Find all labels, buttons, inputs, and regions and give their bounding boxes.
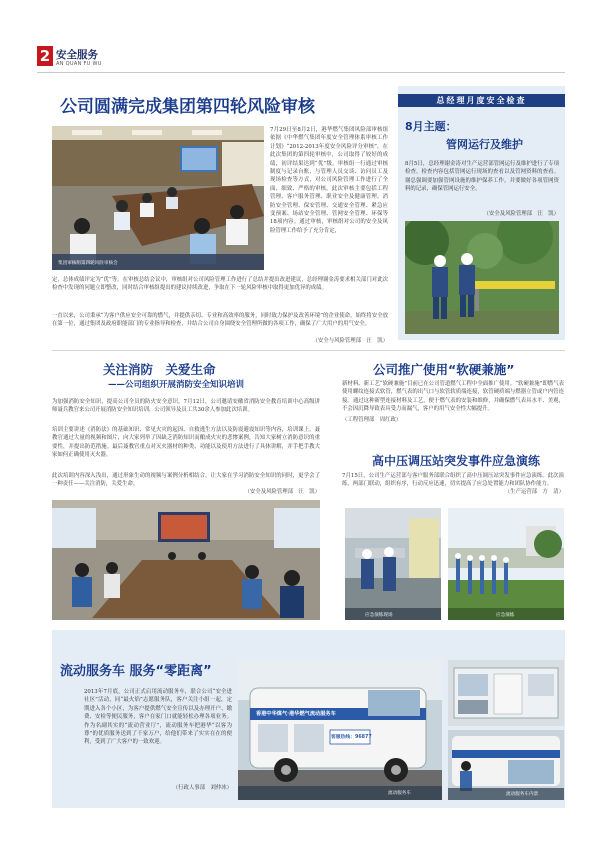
pipeline-inspection-illustration xyxy=(405,221,559,334)
article1-author: （安全与风险管理部 汪 凯） xyxy=(312,338,388,344)
sidebar-tag: 总经理月度安全检查 xyxy=(398,94,565,107)
van-interior-photo-2 xyxy=(448,730,564,800)
service-van-caption: 流动服务车 xyxy=(388,791,411,796)
van-hotline: 客服热线：96877 xyxy=(331,735,372,740)
training-photo xyxy=(52,500,320,620)
article1-continuation: 定，总体成绩评定为“优”等。在审核总结会议中，审核组对公司风险管理工作进行了总结并提出改进建议，总经理谢金涛要求相关部门对此次检查中发现的问题立即整改，同时结合审核组提出的建议持续改进，争取在下一轮风险审核中取得更加优异的成绩。 xyxy=(52,277,388,292)
article2-text3: 此次培训内容深入浅出，通过形象生动的视频与案例分析相结合，让大家在学习消防安全知识的同时，更学会了一种责任——关注消防，关爱生命。 xyxy=(52,473,320,488)
van-interior-2-illustration xyxy=(448,730,564,800)
article2-title: 关注消防 关爱生命 xyxy=(103,362,216,377)
meeting-photo xyxy=(52,126,264,270)
sidebar-text: 8月5日，总经理谢金涛对生产运营部管网运行及维护进行了专项检查。检查内容包括管网运行现场的查看以及管网资料的查看。谢总强调要加强管网设施的维护保养工作，并要做好各项管网资料的记录，确保管网运行安全。 xyxy=(405,161,559,193)
article4-title: 高中压调压站突发事件应急演练 xyxy=(372,454,541,468)
header-divider xyxy=(37,72,565,73)
van-interior-photo-1 xyxy=(448,660,564,726)
article1-title: 公司圆满完成集团第四轮风险审核 xyxy=(60,97,315,117)
van-side-text: 香港中华煤气·港华燃气流动服务车 xyxy=(256,711,336,717)
sidebar-month-theme: 8月主题： xyxy=(405,120,457,133)
article4-author: （生产运营部 方 清） xyxy=(504,489,564,495)
sidebar-author: （安全及风险管理部 汪 凯） xyxy=(483,211,559,217)
service-van-illustration xyxy=(238,660,442,800)
drill-photo-2-illustration xyxy=(448,508,564,620)
drill-photo-1 xyxy=(345,508,441,620)
section-title: 安全服务 xyxy=(56,49,98,61)
article1-right-text: 7月29日至8月2日，港华燃气集团风险部审核组依据《中华燃气集团年度安全管理体系审核工作计划》“2012-2013年度安全风险评分审核”，在此次集团的第四轮审核中，公司取得了较好的成绩，初评结果达到“优”级。审核组一行通过审核制度与记录台账、与管理人员交谈、访问员工及现场检查等方式，对公司风险管理工作进行了全面、细致、严格的审核。此次审核主要包括工程管理、客户服务管理、职业安全及健康管理、消防安全管理、保安管理、交通安全管理、紧急应变预案、场站安全管理、管网安全管理、环保等18项内容。通过审核，审核组对公司的安全及风险管理工作给予了充分肯定， xyxy=(270,127,388,234)
article3-author: （工程管理部 周红政） xyxy=(342,417,402,423)
meeting-photo-caption: 集团审核组第四轮风险审核会 xyxy=(58,261,118,266)
page-number: 2 xyxy=(37,46,53,66)
service-van-photo xyxy=(238,660,442,800)
divider xyxy=(52,350,565,351)
training-photo-illustration xyxy=(52,500,320,620)
meeting-photo-illustration xyxy=(52,126,264,270)
article2-text2: 培训主要讲述《消防法》的基础知识、常见火灾的起因、自救逃生方法以及防震避震知识等内容，培训课上，聂教官通过大量的视频和图片，向大家列举了因缺乏消防知识而酿成火灾的悲惨案例，告知大家树立消防意识的重要性，并提出防范措施。最后聂教官重点对灭火器材的种类、功能以及使用方法进行了具体讲解，并手把手教大家如何正确使用灭火器。 xyxy=(52,427,320,459)
drill-photo-2 xyxy=(448,508,564,620)
van-interior-1-illustration xyxy=(448,660,564,726)
article3-title: 公司推广使用“软硬兼施” xyxy=(373,362,515,377)
pipeline-inspection-photo xyxy=(405,221,559,334)
drill-photo-2-caption: 应急演练 xyxy=(496,613,515,618)
drill-photo-1-illustration xyxy=(345,508,441,620)
article3-text: 新材料、新工艺“软硬兼施”目前已在公司管道燃气工程中全面推广使用。“软硬兼施”即燃气表使用螺纹连接式软管，燃气表的出气口与软管软质端连接，软管硬质端与燃器立管或户内管连接。通过这种新型连接材料及工艺，便于燃气表的安装和维修，并确保燃气表具水平、美观，不会因沉降导致表具受力而漏气，客户的用气安全性大幅提升。 xyxy=(342,381,564,413)
drill-photo-1-caption: 应急演练现场 xyxy=(365,613,393,618)
sidebar-theme-title: 管网运行及维护 xyxy=(446,138,523,151)
section-pinyin: AN QUAN FU WU xyxy=(56,61,102,67)
article2-author: （安全及风险管理部 汪 凯） xyxy=(244,489,320,495)
article1-paragraph2: 一直以来，公司秉承“为客户供应安全可靠的燃气，并提供亲切、专业和高效率的服务，同时致力保护及改善环境”的企业使命，始终将安全放在第一位，通过集团及政府职能部门的专业指导和检查，并结合公司自身围绕安全管理所做的各项工作，确保了广大用户的用气安全。 xyxy=(52,313,388,328)
article2-text1: 为加强消防安全知识，提高公司全员的防火安全意识，7月12日，公司邀请安徽省消防安全教育培训中心高级讲师聂兵教官来公司开展消防安全知识培训，公司领导及员工共30余人参加此次培训。 xyxy=(52,399,320,414)
van-interior-caption: 流动服务车内景 xyxy=(506,792,539,797)
article5-text: 2013年7月底，公司正式启用流动服务车，联合公司“安全进社区”活动，同“最火焰”志愿服务队，客户关注小组一起，定期进入各个小区，为客户提供燃气安全宣传以及办理开户、缴费、安检等便民服务，客户在家门口就能轻松办理各项业务。作为名副其实的“流动营业厅”，流动服务车把港华“以客为尊”的优质服务送到了千家万户，给他们带来了实实在在的便利，受到了广大客户的一致欢迎。 xyxy=(84,689,232,746)
article5-author: （行政人事部 刘仲冰） xyxy=(172,785,232,791)
article5-title: 流动服务车 服务“零距离” xyxy=(60,664,212,679)
article2-subtitle: ——公司组织开展消防安全知识培训 xyxy=(108,380,245,390)
article4-text: 7月15日，公司生产运营部与客户服务部联合组织了高中压调压站突发事件应急演练。此次演练，两部门联动，组织有序，行动反应迅速，切实提高了应急处置能力和团队协作能力。 xyxy=(342,473,564,488)
